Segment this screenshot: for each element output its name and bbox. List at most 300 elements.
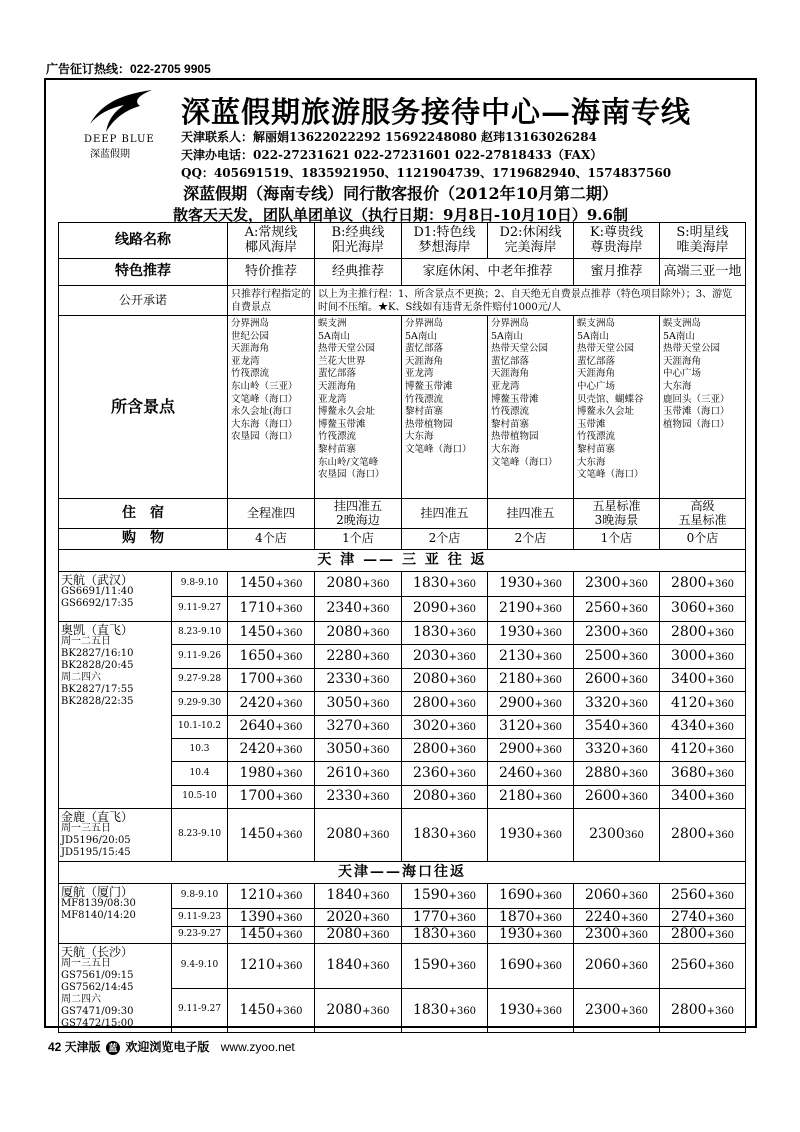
price-base: 2420 bbox=[239, 741, 276, 758]
spot-item: 天涯海角 bbox=[491, 368, 530, 380]
price-base: 2900 bbox=[498, 741, 535, 758]
price-tax: +360 bbox=[620, 604, 649, 616]
spot-item: 蜈支洲 bbox=[318, 318, 347, 329]
table-row bbox=[59, 809, 746, 862]
airline-cell bbox=[59, 884, 172, 944]
table-row bbox=[59, 944, 746, 989]
price-cell bbox=[402, 884, 488, 909]
price-base: 1770 bbox=[412, 908, 449, 925]
feature-cell: 特价推荐 bbox=[228, 259, 315, 286]
price-base: 1930 bbox=[498, 826, 535, 843]
price-base: 2560 bbox=[670, 957, 707, 974]
spot-item: 天涯海角 bbox=[231, 343, 270, 355]
price-cell bbox=[315, 809, 402, 862]
price-cell bbox=[488, 762, 574, 786]
price-cell bbox=[574, 645, 660, 669]
price-cell bbox=[228, 716, 315, 739]
contact-tianjin: 天津联系人：解丽娟13622022292 15692248080 赵玮13163026284 bbox=[181, 130, 597, 144]
price-tax: +360 bbox=[275, 722, 303, 734]
price-base: 2800 bbox=[670, 1001, 707, 1018]
price-tax: +360 bbox=[275, 930, 303, 942]
spot-item: 亚龙湾 bbox=[318, 393, 347, 405]
price-cell bbox=[315, 884, 402, 909]
price-tax: +360 bbox=[275, 1005, 303, 1017]
price-cell bbox=[228, 988, 315, 1033]
spot-item: 5A南山 bbox=[663, 330, 695, 342]
price-base: 1450 bbox=[239, 575, 276, 592]
route-cell bbox=[402, 223, 488, 259]
table-row bbox=[59, 550, 746, 572]
quote-subtitle: 散客天天发，团队单团单议（执行日期：9月8日-10月10日）9.6制 bbox=[173, 206, 628, 224]
route-name: 尊贵海岸 bbox=[590, 239, 643, 255]
price-base: 3270 bbox=[326, 718, 363, 735]
price-base: 2800 bbox=[670, 926, 707, 943]
lodging-cell bbox=[402, 499, 488, 529]
price-cell bbox=[315, 739, 402, 762]
lodging-cell bbox=[488, 499, 574, 529]
table-row bbox=[59, 884, 746, 909]
airline-line: GS6692/17:35 bbox=[61, 598, 134, 609]
price-cell bbox=[315, 572, 402, 597]
spots-cell bbox=[228, 316, 315, 499]
price-cell bbox=[315, 645, 402, 669]
price-cell bbox=[228, 597, 315, 622]
price-tax: +360 bbox=[275, 675, 303, 687]
price-tax: +360 bbox=[620, 1005, 649, 1017]
price-tax: +360 bbox=[448, 1005, 477, 1017]
logo-chinese: 深蓝假期 bbox=[90, 149, 130, 160]
price-tax: +360 bbox=[706, 830, 735, 842]
promise-label: 公开承诺 bbox=[59, 286, 228, 316]
shopping-cell: 1个店 bbox=[315, 529, 402, 550]
price-tax: +360 bbox=[534, 675, 563, 687]
lodging-line: 五星标准 bbox=[592, 499, 641, 514]
price-base: 1930 bbox=[498, 1001, 535, 1018]
price-tax: +360 bbox=[706, 698, 735, 710]
route-code: S:明星线 bbox=[676, 225, 729, 241]
price-tax: +360 bbox=[275, 891, 303, 903]
price-cell bbox=[402, 572, 488, 597]
price-base: 2190 bbox=[498, 600, 535, 617]
date-cell: 9.11-9.27 bbox=[172, 988, 228, 1033]
date-cell: 9.8-9.10 bbox=[172, 884, 228, 909]
price-cell bbox=[228, 645, 315, 669]
price-tax: +360 bbox=[275, 768, 303, 780]
spot-item: 蜚忆部落 bbox=[577, 355, 616, 367]
footer-url: www.zyoo.net bbox=[220, 1040, 295, 1054]
price-cell bbox=[402, 669, 488, 692]
price-cell bbox=[402, 762, 488, 786]
price-tax: +360 bbox=[362, 651, 390, 663]
price-cell bbox=[574, 572, 660, 597]
price-tax: +360 bbox=[448, 651, 477, 663]
shopping-cell: 2个店 bbox=[402, 529, 488, 550]
lodging-line: 高级 bbox=[690, 499, 715, 514]
price-cell bbox=[660, 692, 746, 716]
price-base: 1590 bbox=[412, 887, 449, 904]
price-tax: +360 bbox=[362, 722, 390, 734]
price-tax: +360 bbox=[448, 745, 477, 757]
price-base: 2800 bbox=[412, 694, 449, 711]
airline-line: 天航（武汉） bbox=[61, 573, 134, 587]
price-tax: +360 bbox=[362, 698, 390, 710]
price-base: 2020 bbox=[326, 908, 363, 925]
airline-line: 周一三五日 bbox=[61, 958, 111, 969]
shopping-cell: 4个店 bbox=[228, 529, 315, 550]
price-base: 2300 bbox=[584, 575, 621, 592]
date-cell: 8.23-9.10 bbox=[172, 622, 228, 645]
price-base: 2360 bbox=[412, 764, 449, 781]
spot-item: 竹筏漂流 bbox=[577, 431, 616, 443]
price-base: 1690 bbox=[498, 957, 535, 974]
price-base: 2180 bbox=[498, 671, 535, 688]
price-tax: +360 bbox=[448, 792, 477, 804]
price-base: 3540 bbox=[584, 718, 621, 735]
spot-item: 大东海 bbox=[491, 443, 520, 455]
page-title: 深蓝假期旅游服务接待中心—海南专线 bbox=[181, 95, 692, 129]
price-tax: +360 bbox=[620, 628, 649, 640]
price-cell bbox=[488, 809, 574, 862]
route-name: 唯美海岸 bbox=[676, 239, 729, 255]
airline-cell bbox=[59, 572, 172, 622]
price-cell bbox=[402, 597, 488, 622]
price-cell bbox=[228, 572, 315, 597]
route-name: 梦想海岸 bbox=[418, 239, 471, 255]
price-cell bbox=[228, 739, 315, 762]
price-tax: +360 bbox=[706, 891, 735, 903]
price-tax: +360 bbox=[275, 912, 303, 924]
airline-line: GS6691/11:40 bbox=[61, 586, 134, 597]
price-cell bbox=[315, 988, 402, 1033]
lodging-cell bbox=[315, 499, 402, 529]
lodging-cell bbox=[574, 499, 660, 529]
price-tax: +360 bbox=[620, 722, 649, 734]
spot-item: 贝壳馆、蝴蝶谷 bbox=[577, 393, 644, 405]
price-cell bbox=[402, 645, 488, 669]
spot-item: 蜈支洲岛 bbox=[663, 318, 702, 329]
price-base: 2030 bbox=[412, 647, 449, 664]
spot-item: 永久会址(海口 bbox=[231, 406, 292, 418]
price-tax: +360 bbox=[362, 675, 390, 687]
promise-right: 以上为主推行程：1、所含景点不更换；2、自天绝无自费景点推荐（特色项目除外）；3、游览时间不压缩。★K、S线如有违背无条件赔付1000元/人 bbox=[315, 286, 746, 316]
airline-line: 厦航（厦门） bbox=[61, 885, 134, 899]
spot-item: 蜈支洲岛 bbox=[577, 318, 616, 329]
price-tax: +360 bbox=[275, 830, 303, 842]
price-base: 1690 bbox=[498, 887, 535, 904]
spot-item: 热带天堂公园 bbox=[663, 343, 721, 355]
spot-item: 农垦园（海口） bbox=[318, 469, 385, 481]
shopping-label: 购 物 bbox=[59, 529, 228, 550]
price-base: 3400 bbox=[670, 671, 707, 688]
price-base: 3050 bbox=[326, 741, 363, 758]
spot-item: 黎村苗寨 bbox=[318, 443, 357, 455]
price-base: 2800 bbox=[670, 575, 707, 592]
price-base: 2460 bbox=[498, 764, 535, 781]
date-cell: 9.11-9.27 bbox=[172, 597, 228, 622]
shopping-cell: 0个店 bbox=[660, 529, 746, 550]
price-base: 1450 bbox=[239, 926, 276, 943]
price-tax: +360 bbox=[706, 792, 735, 804]
price-tax: +360 bbox=[534, 604, 563, 616]
price-cell bbox=[228, 944, 315, 989]
price-base: 4120 bbox=[670, 741, 707, 758]
quote-title: 深蓝假期（海南专线）同行散客报价（2012年10月第二期） bbox=[183, 184, 618, 203]
price-base: 2600 bbox=[584, 788, 621, 805]
route-cell bbox=[315, 223, 402, 259]
price-cell bbox=[315, 786, 402, 809]
price-base: 1830 bbox=[412, 1001, 449, 1018]
price-tax: +360 bbox=[448, 698, 477, 710]
price-tax: +360 bbox=[534, 722, 563, 734]
spots-cell bbox=[488, 316, 574, 499]
price-cell bbox=[228, 622, 315, 645]
price-base: 2090 bbox=[412, 600, 449, 617]
spots-cell bbox=[574, 316, 660, 499]
price-tax: +360 bbox=[620, 651, 649, 663]
price-base: 2560 bbox=[584, 600, 621, 617]
price-tax: +360 bbox=[534, 1005, 563, 1017]
price-tax: +360 bbox=[448, 768, 477, 780]
price-cell bbox=[660, 572, 746, 597]
price-tax: +360 bbox=[534, 792, 563, 804]
spot-item: 蜚忆部落 bbox=[318, 368, 357, 380]
price-tax: +360 bbox=[534, 961, 563, 973]
price-cell bbox=[660, 884, 746, 909]
price-tax: +360 bbox=[706, 912, 735, 924]
deep-blue-logo bbox=[84, 88, 176, 178]
price-cell bbox=[660, 669, 746, 692]
route-cell bbox=[488, 223, 574, 259]
section-header: 天 津 —— 三 亚 往 返 bbox=[59, 550, 746, 572]
price-cell bbox=[660, 809, 746, 862]
badge-icon: 蓝 bbox=[106, 1041, 120, 1055]
airline-line: BK2828/20:45 bbox=[61, 660, 134, 671]
price-tax: +360 bbox=[448, 628, 477, 640]
airline-line: 天航（长沙） bbox=[61, 945, 134, 959]
spot-item: 农垦园（海口） bbox=[231, 431, 298, 443]
price-tax: +360 bbox=[275, 745, 303, 757]
logo-wing-icon bbox=[84, 88, 156, 134]
lodging-cell bbox=[660, 499, 746, 529]
spot-item: 热带植物园 bbox=[491, 431, 539, 443]
airline-line: GS7472/15:00 bbox=[61, 1018, 134, 1029]
price-tax: +360 bbox=[534, 698, 563, 710]
route-code: D1:特色线 bbox=[413, 225, 476, 241]
price-cell bbox=[660, 909, 746, 927]
airline-line: BK2827/17:55 bbox=[61, 684, 134, 695]
spot-item: 分界洲岛 bbox=[405, 318, 444, 329]
price-tax: +360 bbox=[275, 604, 303, 616]
price-tax: +360 bbox=[275, 651, 303, 663]
spot-item: 热带天堂公园 bbox=[318, 343, 376, 355]
price-base: 1590 bbox=[412, 957, 449, 974]
price-tax: +360 bbox=[448, 604, 477, 616]
price-table bbox=[58, 222, 746, 1033]
price-cell bbox=[574, 622, 660, 645]
price-tax: +360 bbox=[275, 792, 303, 804]
table-row bbox=[59, 259, 746, 286]
airline-line: 周一二五日 bbox=[61, 636, 111, 647]
price-tax: +360 bbox=[620, 698, 649, 710]
price-cell bbox=[574, 597, 660, 622]
price-cell bbox=[574, 786, 660, 809]
lodging-line: 五星标准 bbox=[678, 512, 727, 527]
spots-cell bbox=[402, 316, 488, 499]
lodging-cell bbox=[228, 499, 315, 529]
airline-line: JD5195/15:45 bbox=[61, 847, 131, 858]
price-tax: +360 bbox=[275, 961, 303, 973]
spot-item: 黎村苗寨 bbox=[491, 418, 530, 430]
price-cell bbox=[315, 716, 402, 739]
price-tax: +360 bbox=[706, 768, 735, 780]
feature-cell: 蜜月推荐 bbox=[574, 259, 660, 286]
price-cell bbox=[402, 927, 488, 944]
price-tax: 360 bbox=[624, 830, 644, 842]
price-tax: +360 bbox=[448, 930, 477, 942]
price-tax: +360 bbox=[620, 961, 649, 973]
price-tax: +360 bbox=[706, 628, 735, 640]
lodging-line: 3晚海景 bbox=[594, 512, 639, 527]
route-cell bbox=[228, 223, 315, 259]
route-name: 椰风海岸 bbox=[244, 239, 297, 255]
price-tax: +360 bbox=[620, 675, 649, 687]
date-cell: 10.3 bbox=[172, 739, 228, 762]
spot-item: 亚龙湾 bbox=[405, 368, 434, 380]
route-code: A:常规线 bbox=[244, 225, 298, 241]
price-base: 3120 bbox=[498, 718, 535, 735]
spot-item: 植物园（海口） bbox=[663, 418, 730, 430]
spot-item: 东山岭/文笔峰 bbox=[318, 456, 379, 468]
price-base: 2080 bbox=[412, 671, 449, 688]
date-cell: 9.29-9.30 bbox=[172, 692, 228, 716]
price-cell bbox=[488, 884, 574, 909]
price-cell bbox=[574, 988, 660, 1033]
price-tax: +360 bbox=[620, 930, 649, 942]
table-row bbox=[59, 316, 746, 499]
airline-line: BK2828/22:35 bbox=[61, 696, 134, 707]
price-base: 1700 bbox=[239, 788, 276, 805]
price-cell bbox=[488, 927, 574, 944]
price-base: 2060 bbox=[584, 957, 621, 974]
feature-cell: 高端三亚一地 bbox=[660, 259, 746, 286]
price-cell bbox=[228, 762, 315, 786]
price-base: 1710 bbox=[239, 600, 276, 617]
spot-item: 亚龙湾 bbox=[491, 380, 520, 392]
spot-item: 竹筏漂流 bbox=[491, 406, 530, 418]
price-cell bbox=[488, 645, 574, 669]
table-row bbox=[59, 286, 746, 316]
price-tax: +360 bbox=[448, 961, 477, 973]
price-base: 2300 bbox=[584, 1001, 621, 1018]
spots-cell bbox=[660, 316, 746, 499]
price-base: 3050 bbox=[326, 694, 363, 711]
price-tax: +360 bbox=[706, 961, 735, 973]
price-tax: +360 bbox=[534, 628, 563, 640]
footer bbox=[48, 1038, 295, 1055]
price-cell bbox=[488, 988, 574, 1033]
price-base: 2600 bbox=[584, 671, 621, 688]
page-frame bbox=[44, 78, 757, 1054]
qq-numbers: QQ：405691519、1835921950、1121904739、1719682940、1574837560 bbox=[181, 166, 672, 180]
price-base: 1930 bbox=[498, 575, 535, 592]
date-cell: 9.11-9.26 bbox=[172, 645, 228, 669]
price-tax: +360 bbox=[448, 912, 477, 924]
spot-item: 5A南山 bbox=[491, 330, 523, 342]
price-base: 2280 bbox=[326, 647, 363, 664]
price-base: 1930 bbox=[498, 624, 535, 641]
date-cell: 9.11-9.23 bbox=[172, 909, 228, 927]
price-base: 1870 bbox=[498, 908, 535, 925]
date-cell: 9.23-9.27 bbox=[172, 927, 228, 944]
price-tax: +360 bbox=[620, 579, 649, 591]
spots-label: 所含景点 bbox=[59, 316, 228, 499]
logo-english: DEEP BLUE bbox=[84, 134, 155, 145]
price-tax: +360 bbox=[275, 628, 303, 640]
price-cell bbox=[574, 944, 660, 989]
price-cell bbox=[574, 716, 660, 739]
price-base: 2300 bbox=[584, 926, 621, 943]
price-base: 2080 bbox=[326, 926, 363, 943]
route-code: K:尊贵线 bbox=[589, 225, 644, 241]
airline-line: 奥凯（直飞） bbox=[61, 623, 134, 637]
price-base: 3000 bbox=[670, 647, 707, 664]
price-base: 4340 bbox=[670, 718, 707, 735]
price-base: 2300 bbox=[589, 826, 625, 843]
price-cell bbox=[315, 944, 402, 989]
price-cell bbox=[402, 739, 488, 762]
price-cell bbox=[574, 739, 660, 762]
price-base: 2340 bbox=[326, 600, 363, 617]
price-cell bbox=[574, 669, 660, 692]
price-base: 1650 bbox=[239, 647, 276, 664]
price-tax: +360 bbox=[620, 745, 649, 757]
spot-item: 玉带滩 bbox=[577, 418, 606, 430]
route-name: 阳光海岸 bbox=[331, 239, 384, 255]
spot-item: 蜚忆部落 bbox=[491, 355, 530, 367]
price-base: 1700 bbox=[239, 671, 276, 688]
price-base: 2640 bbox=[239, 718, 276, 735]
spot-item: 大东海 bbox=[577, 456, 606, 468]
price-tax: +360 bbox=[362, 604, 390, 616]
price-cell bbox=[402, 988, 488, 1033]
spot-item: 中心广场 bbox=[577, 380, 616, 392]
spot-item: 亚龙湾 bbox=[231, 355, 260, 367]
airline-line: 周二四六 bbox=[61, 994, 101, 1005]
date-cell: 9.8-9.10 bbox=[172, 572, 228, 597]
table-row bbox=[59, 529, 746, 550]
price-tax: +360 bbox=[362, 628, 390, 640]
spot-item: 大东海（海口） bbox=[231, 418, 298, 430]
price-base: 3020 bbox=[412, 718, 449, 735]
price-base: 2060 bbox=[584, 887, 621, 904]
price-base: 2300 bbox=[584, 624, 621, 641]
lodging-label: 住 宿 bbox=[59, 499, 228, 529]
date-cell: 9.27-9.28 bbox=[172, 669, 228, 692]
price-tax: +360 bbox=[706, 651, 735, 663]
promise-left: 只推荐行程指定的自费景点 bbox=[228, 286, 315, 316]
price-base: 2080 bbox=[326, 624, 363, 641]
spot-item: 文笔峰（海口） bbox=[577, 469, 644, 481]
price-cell bbox=[402, 692, 488, 716]
price-cell bbox=[228, 669, 315, 692]
page-number: 42 天津版 bbox=[48, 1040, 101, 1054]
price-cell bbox=[228, 692, 315, 716]
table-row bbox=[59, 223, 746, 259]
price-base: 2130 bbox=[498, 647, 535, 664]
airline-line: JD5196/20:05 bbox=[61, 835, 131, 846]
price-base: 1390 bbox=[239, 908, 276, 925]
price-tax: +360 bbox=[706, 930, 735, 942]
